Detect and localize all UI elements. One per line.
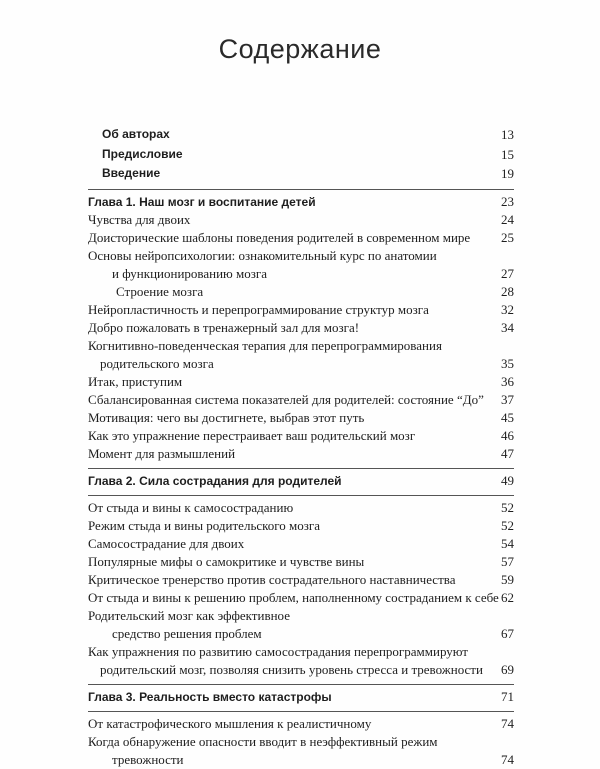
- page-title: Содержание: [218, 34, 382, 64]
- toc-page-number: 69: [501, 661, 514, 677]
- toc-entry: [88, 391, 514, 409]
- toc-entry: [88, 535, 514, 553]
- toc-entry: [88, 571, 514, 589]
- toc-entry: [88, 517, 514, 535]
- toc-page-number: 57: [501, 553, 514, 569]
- toc-entry: [88, 499, 514, 517]
- toc-chapter-1: [88, 193, 514, 211]
- toc-page-number: 35: [501, 355, 514, 371]
- toc-entry: [88, 553, 514, 571]
- toc-entry: [88, 409, 514, 427]
- toc-entry-label: Основы нейропсихологии: ознакомительный курс по анатомии: [88, 247, 437, 263]
- toc-entry-label: От стыда и вины к решению проблем, наполненному состраданием к себе: [88, 589, 499, 605]
- section-divider: [88, 468, 514, 469]
- toc-page-number: 47: [501, 445, 514, 461]
- toc-page-number: 52: [501, 499, 514, 515]
- table-of-contents: [88, 125, 514, 769]
- section-divider: [88, 711, 514, 712]
- toc-entry-label-continued: средство решения проблем: [112, 625, 262, 641]
- toc-page-number: 19: [501, 166, 514, 181]
- toc-entry-label: Об авторах: [102, 127, 170, 141]
- toc-entry: [88, 337, 514, 373]
- toc-entry-label: Родительский мозг как эффективное: [88, 607, 290, 623]
- toc-page-number: 62: [501, 589, 514, 605]
- toc-page-number: 27: [501, 265, 514, 281]
- chapter-title: Глава 1. Наш мозг и воспитание детей: [88, 194, 316, 209]
- toc-page-number: 15: [501, 146, 514, 162]
- toc-entry: [88, 319, 514, 337]
- toc-entry-label: Предисловие: [102, 146, 183, 161]
- toc-entry-label: Введение: [102, 166, 161, 180]
- toc-page-number: 23: [501, 193, 514, 209]
- toc-page-number: 52: [501, 517, 514, 533]
- toc-page-number: 45: [501, 409, 514, 425]
- toc-entry-label-continued: родительский мозг, позволяя снизить уровень стресса и тревожности: [100, 661, 483, 677]
- toc-entry-label: Добро пожаловать в тренажерный зал для мозга!: [88, 319, 360, 335]
- toc-entry: [88, 373, 514, 391]
- toc-entry-label: Сбалансированная система показателей для родителей: состояние “До”: [88, 391, 484, 407]
- toc-entry-label-continued: тревожности: [112, 751, 184, 767]
- toc-entry-label: Когнитивно-поведенческая терапия для перепрограммирования: [88, 337, 442, 353]
- toc-entry: [88, 301, 514, 319]
- toc-front-about-authors: [88, 125, 514, 145]
- toc-page-number: 74: [501, 751, 514, 767]
- toc-page-number: 37: [501, 391, 514, 407]
- toc-entry-label: Самосострадание для двоих: [88, 535, 245, 551]
- toc-entry-label: Итак, приступим: [88, 373, 183, 389]
- toc-entry-label: От стыда и вины к самосостраданию: [88, 499, 294, 515]
- toc-page-number: 32: [501, 301, 514, 317]
- section-divider: [88, 189, 514, 190]
- toc-entry: [88, 715, 514, 733]
- toc-entry-label: Мотивация: чего вы достигнете, выбрав этот путь: [88, 409, 365, 425]
- toc-page-number: 59: [501, 571, 514, 587]
- toc-page-number: 74: [501, 715, 514, 731]
- toc-entry-label: Нейропластичность и перепрограммирование структур мозга: [88, 301, 429, 317]
- toc-entry-label: Когда обнаружение опасности вводит в неэффективный режим: [88, 733, 438, 749]
- toc-page-number: 28: [501, 283, 514, 299]
- toc-entry-label: Критическое тренерство против сострадательного наставничества: [88, 571, 456, 587]
- toc-entry-label: От катастрофического мышления к реалистичному: [88, 715, 372, 731]
- toc-page-number: 25: [501, 229, 514, 245]
- toc-entry-label: Момент для размышлений: [88, 445, 236, 461]
- toc-page-number: 13: [501, 127, 514, 142]
- chapter-title: Глава 2. Сила сострадания для родителей: [88, 473, 342, 488]
- toc-page-number: 34: [501, 319, 514, 335]
- toc-subsection-label: Строение мозга: [116, 283, 204, 299]
- toc-entry-label: Режим стыда и вины родительского мозга: [88, 517, 321, 533]
- toc-entry-label: Чувства для двоих: [88, 211, 191, 227]
- toc-entry: [88, 247, 514, 283]
- toc-front-introduction: [88, 164, 514, 184]
- toc-entry-label: Доисторические шаблоны поведения родителей в современном мире: [88, 229, 471, 245]
- section-divider: [88, 684, 514, 685]
- toc-page-number: 46: [501, 427, 514, 443]
- toc-chapter-3: [88, 688, 514, 706]
- toc-page-number: 67: [501, 625, 514, 641]
- toc-entry: [88, 229, 514, 247]
- toc-page-number: 24: [501, 211, 514, 227]
- toc-entry: [88, 589, 514, 607]
- toc-page-number: 49: [501, 472, 514, 488]
- toc-entry: [88, 445, 514, 463]
- toc-page-number: 36: [501, 373, 514, 389]
- toc-entry: [88, 211, 514, 229]
- toc-entry-label: Как это упражнение перестраивает ваш родительский мозг: [88, 427, 416, 443]
- toc-entry-label: Как упражнения по развитию самосострадания перепрограммируют: [88, 643, 468, 659]
- toc-front-preface: [88, 145, 514, 165]
- toc-entry: [88, 283, 514, 301]
- toc-page-number: 71: [501, 688, 514, 704]
- toc-page-number: 54: [501, 535, 514, 551]
- toc-entry: [88, 643, 514, 679]
- toc-entry: [88, 607, 514, 643]
- section-divider: [88, 495, 514, 496]
- toc-entry-label-continued: и функционированию мозга: [112, 265, 267, 281]
- toc-entry: [88, 733, 514, 769]
- toc-entry-label: Популярные мифы о самокритике и чувстве вины: [88, 553, 365, 569]
- toc-chapter-2: [88, 472, 514, 490]
- toc-entry: [88, 427, 514, 445]
- toc-entry-label-continued: родительского мозга: [100, 355, 214, 371]
- chapter-title: Глава 3. Реальность вместо катастрофы: [88, 689, 332, 704]
